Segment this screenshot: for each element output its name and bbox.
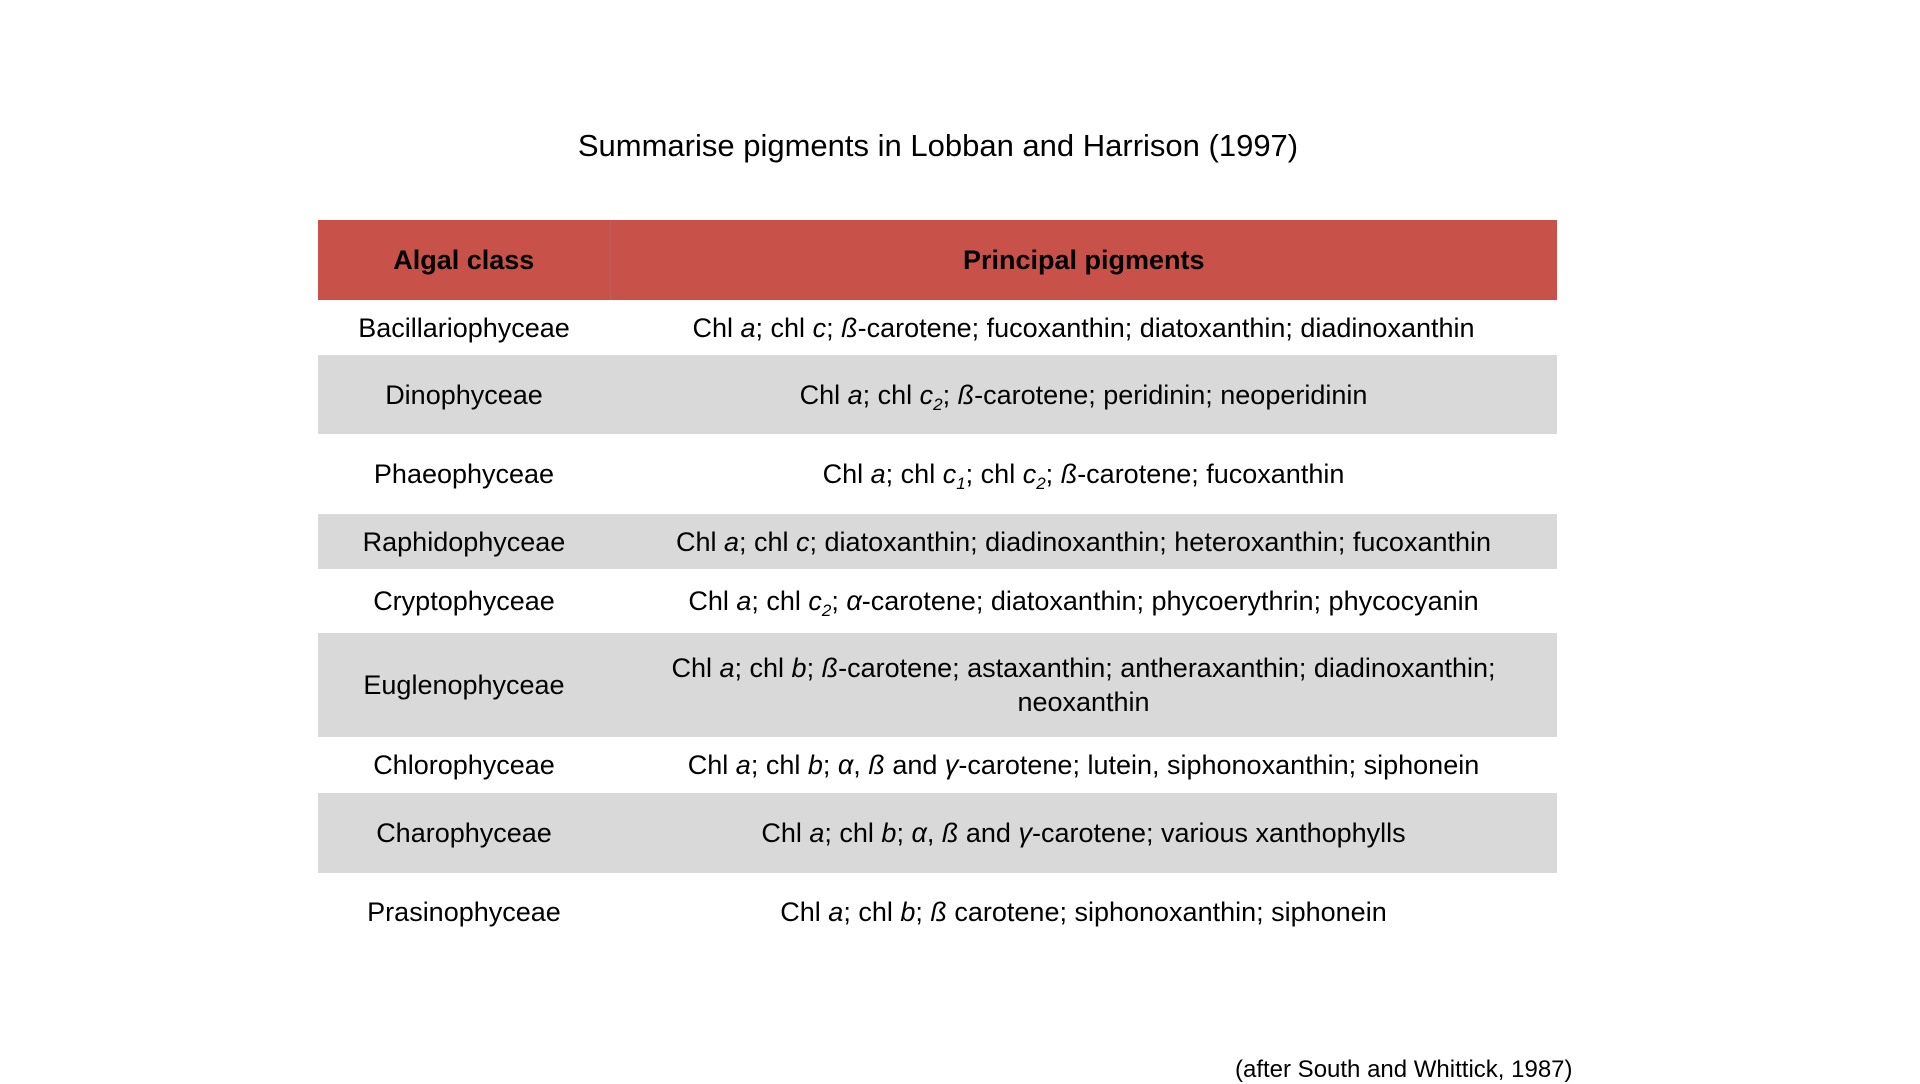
header-algal-class: Algal class (318, 220, 610, 300)
table-row (318, 873, 1557, 951)
table-row (318, 569, 1557, 633)
pigments-cell: Chl a; chl b; ß-carotene; astaxanthin; antheraxanthin; diadinoxanthin; neoxanthin (671, 653, 1496, 717)
algal-class-cell: Dinophyceae (385, 379, 543, 410)
table-row (318, 514, 1557, 569)
source-citation: (after South and Whittick, 1987) (1235, 1056, 1573, 1083)
algal-class-cell: Cryptophyceae (373, 586, 555, 616)
pigments-cell: Chl a; chl b; α, ß and γ-carotene; lutein, siphonoxanthin; siphonein (687, 750, 1480, 780)
algal-class-cell: Prasinophyceae (367, 897, 561, 927)
algal-class-cell: Euglenophyceae (363, 670, 565, 700)
algal-class-cell: Charophyceae (376, 818, 552, 848)
pigments-cell: Chl a; chl c; ß-carotene; fucoxanthin; diatoxanthin; diadinoxanthin (692, 312, 1475, 343)
table-row (318, 434, 1557, 514)
pigments-cell: Chl a; chl b; α, ß and γ-carotene; various xanthophylls (761, 818, 1406, 848)
algal-class-cell: Phaeophyceae (373, 459, 555, 489)
algal-class-cell: Raphidophyceae (362, 526, 566, 557)
slide-title: Summarise pigments in Lobban and Harrison (1997) (577, 128, 1299, 163)
algal-class-cell: Chlorophyceae (373, 750, 555, 780)
table-header-row (318, 220, 1557, 300)
table-row (318, 633, 1557, 737)
pigments-table (318, 220, 1557, 951)
table-row (318, 737, 1557, 793)
table-row (318, 355, 1557, 434)
table-row (318, 300, 1557, 355)
pigments-cell: Chl a; chl $c_2$; α-carotene; diatoxanthin; phycoerythrin; phycocyanin (688, 586, 1479, 620)
pigments-cell: Chl a; chl $c_1$; chl $c_2$; ß-carotene; fucoxanthin (822, 459, 1345, 493)
algal-class-cell: Bacillariophyceae (358, 312, 570, 343)
pigments-cell: Chl a; chl b; ß carotene; siphonoxanthin; siphonein (780, 897, 1387, 927)
table-body (318, 300, 1557, 951)
pigments-cell: Chl a; chl c; diatoxanthin; diadinoxanthin; heteroxanthin; fucoxanthin (675, 526, 1492, 557)
pigments-cell: Chl a; chl $c_2$; ß-carotene; peridinin; neoperidinin (799, 379, 1368, 414)
header-principal-pigments: Principal pigments (610, 220, 1557, 300)
table-row (318, 793, 1557, 873)
